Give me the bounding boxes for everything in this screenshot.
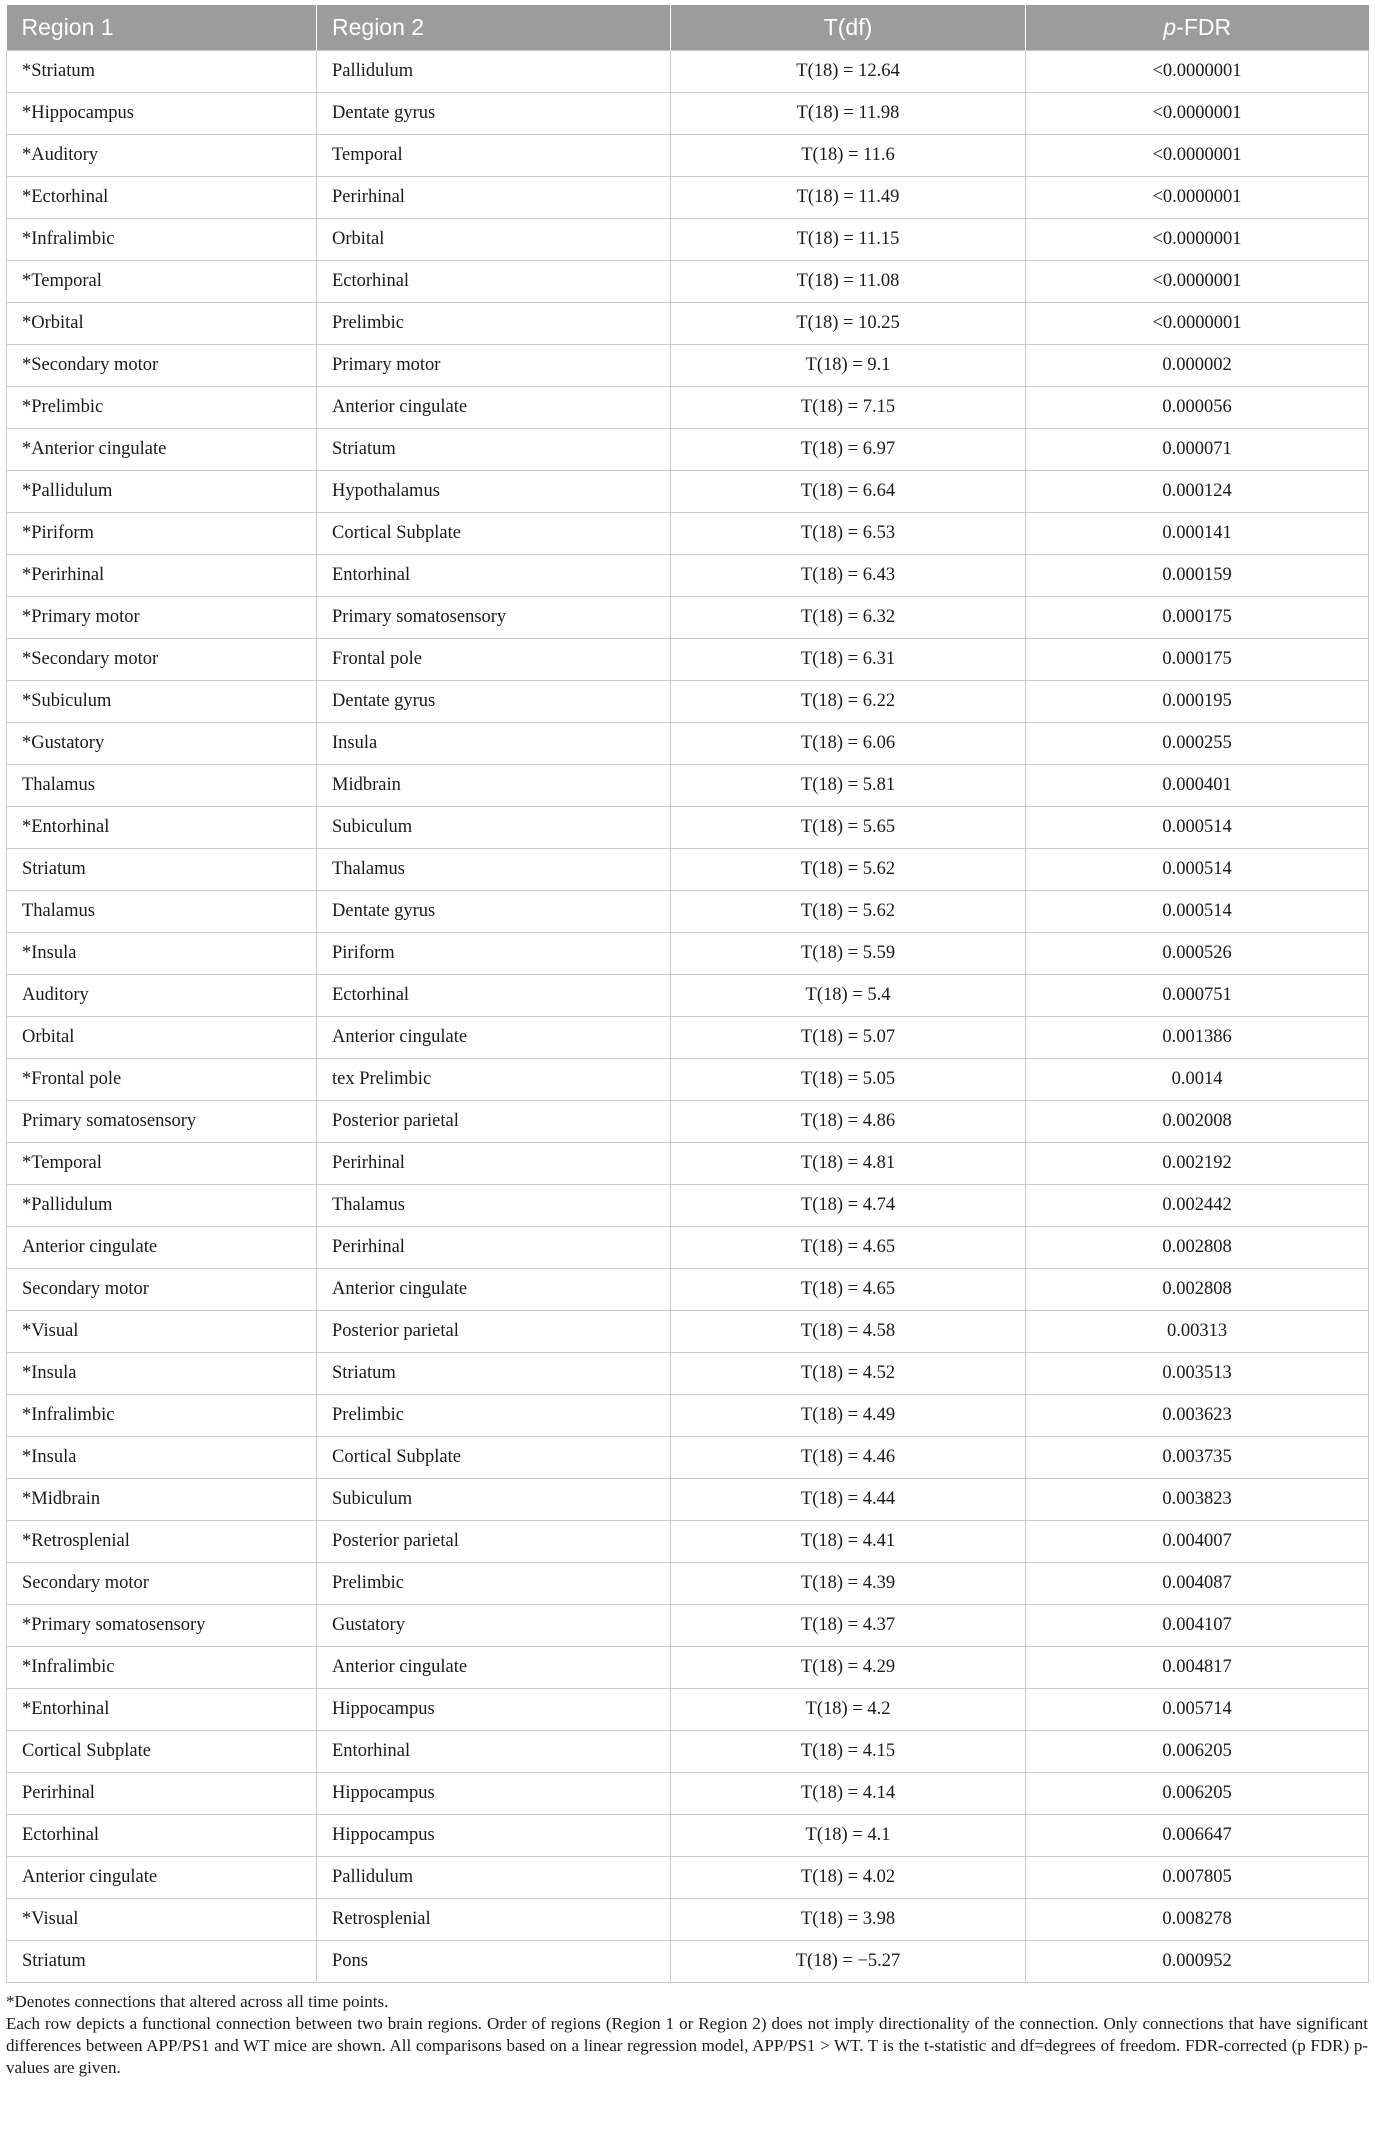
cell-t-df: T(18) = 9.1 [671, 345, 1026, 387]
cell-region-1: *Infralimbic [7, 1395, 317, 1437]
table-row [7, 681, 1369, 723]
cell-p-fdr: 0.003735 [1026, 1437, 1369, 1479]
cell-region-1: *Midbrain [7, 1479, 317, 1521]
cell-t-df: T(18) = 4.46 [671, 1437, 1026, 1479]
cell-p-fdr: <0.0000001 [1026, 303, 1369, 345]
cell-t-df: T(18) = 6.06 [671, 723, 1026, 765]
cell-p-fdr: 0.000159 [1026, 555, 1369, 597]
cell-t-df: T(18) = −5.27 [671, 1941, 1026, 1983]
cell-region-1: Secondary motor [7, 1269, 317, 1311]
cell-p-fdr: 0.00313 [1026, 1311, 1369, 1353]
cell-t-df: T(18) = 5.07 [671, 1017, 1026, 1059]
cell-region-2: Primary somatosensory [317, 597, 671, 639]
cell-region-2: Dentate gyrus [317, 93, 671, 135]
cell-region-1: *Orbital [7, 303, 317, 345]
cell-t-df: T(18) = 6.64 [671, 471, 1026, 513]
table-row [7, 555, 1369, 597]
cell-t-df: T(18) = 5.62 [671, 891, 1026, 933]
cell-t-df: T(18) = 11.49 [671, 177, 1026, 219]
cell-region-2: Primary motor [317, 345, 671, 387]
cell-t-df: T(18) = 4.65 [671, 1227, 1026, 1269]
table-row [7, 639, 1369, 681]
footnote-description: Each row depicts a functional connection between two brain regions. Order of regions (Region 1 or Region 2) does not imply directionality of the connection. Only connections that have significant differences between APP/PS1 and WT mice are shown. All comparisons based on a linear regression model, APP/PS1 > WT. T is the t-statistic and df=degrees of freedom. FDR-corrected (p FDR) p-values are given. [6, 2014, 1368, 2077]
table-row [7, 723, 1369, 765]
cell-region-1: Cortical Subplate [7, 1731, 317, 1773]
cell-region-1: *Primary somatosensory [7, 1605, 317, 1647]
cell-region-1: Orbital [7, 1017, 317, 1059]
cell-p-fdr: 0.000751 [1026, 975, 1369, 1017]
cell-region-2: Midbrain [317, 765, 671, 807]
cell-p-fdr: 0.002442 [1026, 1185, 1369, 1227]
cell-region-2: Perirhinal [317, 1227, 671, 1269]
table-row [7, 1437, 1369, 1479]
cell-region-1: *Secondary motor [7, 639, 317, 681]
cell-p-fdr: 0.002808 [1026, 1269, 1369, 1311]
cell-t-df: T(18) = 5.62 [671, 849, 1026, 891]
cell-region-2: Anterior cingulate [317, 1647, 671, 1689]
table-row [7, 1773, 1369, 1815]
cell-region-1: Auditory [7, 975, 317, 1017]
cell-region-1: *Insula [7, 1353, 317, 1395]
cell-region-2: Hippocampus [317, 1815, 671, 1857]
cell-t-df: T(18) = 4.81 [671, 1143, 1026, 1185]
table-row [7, 1311, 1369, 1353]
cell-p-fdr: 0.002192 [1026, 1143, 1369, 1185]
cell-t-df: T(18) = 6.97 [671, 429, 1026, 471]
cell-region-1: Secondary motor [7, 1563, 317, 1605]
cell-region-2: Insula [317, 723, 671, 765]
table-row [7, 597, 1369, 639]
table-row [7, 177, 1369, 219]
cell-region-1: *Pallidulum [7, 1185, 317, 1227]
cell-t-df: T(18) = 11.6 [671, 135, 1026, 177]
cell-region-1: *Anterior cingulate [7, 429, 317, 471]
table-row [7, 1815, 1369, 1857]
table-row [7, 513, 1369, 555]
cell-t-df: T(18) = 4.52 [671, 1353, 1026, 1395]
cell-region-1: *Gustatory [7, 723, 317, 765]
cell-region-2: Ectorhinal [317, 975, 671, 1017]
cell-p-fdr: 0.003823 [1026, 1479, 1369, 1521]
cell-p-fdr: <0.0000001 [1026, 261, 1369, 303]
header-p-fdr [1026, 5, 1369, 51]
cell-p-fdr: 0.000195 [1026, 681, 1369, 723]
cell-p-fdr: 0.006647 [1026, 1815, 1369, 1857]
cell-region-2: Orbital [317, 219, 671, 261]
cell-region-1: *Infralimbic [7, 1647, 317, 1689]
cell-p-fdr: 0.000514 [1026, 849, 1369, 891]
cell-p-fdr: 0.002808 [1026, 1227, 1369, 1269]
table-row [7, 471, 1369, 513]
cell-region-2: Cortical Subplate [317, 1437, 671, 1479]
cell-region-1: Anterior cingulate [7, 1857, 317, 1899]
cell-p-fdr: 0.000124 [1026, 471, 1369, 513]
table-row [7, 135, 1369, 177]
table-row [7, 1521, 1369, 1563]
cell-p-fdr: 0.004107 [1026, 1605, 1369, 1647]
cell-p-fdr: 0.002008 [1026, 1101, 1369, 1143]
cell-t-df: T(18) = 6.22 [671, 681, 1026, 723]
cell-region-1: *Infralimbic [7, 219, 317, 261]
cell-t-df: T(18) = 5.81 [671, 765, 1026, 807]
cell-region-1: *Frontal pole [7, 1059, 317, 1101]
cell-region-2: Thalamus [317, 1185, 671, 1227]
cell-region-2: Hypothalamus [317, 471, 671, 513]
cell-region-1: Striatum [7, 849, 317, 891]
header-p-fdr-italic: p [1163, 14, 1177, 40]
cell-t-df: T(18) = 11.08 [671, 261, 1026, 303]
table-footnotes [6, 1991, 1368, 2079]
cell-region-2: Cortical Subplate [317, 513, 671, 555]
cell-p-fdr: 0.004817 [1026, 1647, 1369, 1689]
cell-t-df: T(18) = 4.49 [671, 1395, 1026, 1437]
cell-t-df: T(18) = 6.31 [671, 639, 1026, 681]
table-row [7, 975, 1369, 1017]
table-row [7, 93, 1369, 135]
cell-region-2: Pons [317, 1941, 671, 1983]
table-body [7, 51, 1369, 1983]
cell-region-2: Anterior cingulate [317, 387, 671, 429]
cell-region-1: *Insula [7, 933, 317, 975]
header-region-1: Region 1 [7, 5, 317, 51]
table-row [7, 1353, 1369, 1395]
cell-t-df: T(18) = 4.65 [671, 1269, 1026, 1311]
cell-region-2: Entorhinal [317, 555, 671, 597]
cell-region-2: Temporal [317, 135, 671, 177]
cell-t-df: T(18) = 7.15 [671, 387, 1026, 429]
table-row [7, 1143, 1369, 1185]
cell-t-df: T(18) = 5.05 [671, 1059, 1026, 1101]
cell-region-2: Striatum [317, 1353, 671, 1395]
table-row [7, 51, 1369, 93]
cell-region-1: *Retrosplenial [7, 1521, 317, 1563]
table-row [7, 849, 1369, 891]
table-row [7, 219, 1369, 261]
cell-region-1: *Striatum [7, 51, 317, 93]
cell-region-2: Ectorhinal [317, 261, 671, 303]
cell-region-1: *Secondary motor [7, 345, 317, 387]
cell-region-2: Posterior parietal [317, 1521, 671, 1563]
cell-region-2: Frontal pole [317, 639, 671, 681]
cell-t-df: T(18) = 10.25 [671, 303, 1026, 345]
cell-region-1: Thalamus [7, 765, 317, 807]
cell-t-df: T(18) = 4.02 [671, 1857, 1026, 1899]
table-row [7, 1059, 1369, 1101]
cell-region-1: *Entorhinal [7, 807, 317, 849]
cell-region-1: *Subiculum [7, 681, 317, 723]
cell-region-2: Subiculum [317, 807, 671, 849]
table-container [6, 5, 1368, 2079]
cell-region-2: Prelimbic [317, 303, 671, 345]
cell-region-1: *Temporal [7, 1143, 317, 1185]
cell-p-fdr: 0.000002 [1026, 345, 1369, 387]
table-row [7, 1857, 1369, 1899]
table-row [7, 261, 1369, 303]
table-row [7, 1185, 1369, 1227]
cell-t-df: T(18) = 5.59 [671, 933, 1026, 975]
cell-t-df: T(18) = 4.14 [671, 1773, 1026, 1815]
cell-region-2: tex Prelimbic [317, 1059, 671, 1101]
cell-t-df: T(18) = 6.43 [671, 555, 1026, 597]
cell-p-fdr: 0.004007 [1026, 1521, 1369, 1563]
cell-p-fdr: 0.001386 [1026, 1017, 1369, 1059]
table-row [7, 1227, 1369, 1269]
cell-t-df: T(18) = 4.44 [671, 1479, 1026, 1521]
cell-region-1: *Perirhinal [7, 555, 317, 597]
cell-p-fdr: 0.000071 [1026, 429, 1369, 471]
header-p-fdr-rest: -FDR [1176, 14, 1232, 40]
cell-t-df: T(18) = 3.98 [671, 1899, 1026, 1941]
cell-region-1: Perirhinal [7, 1773, 317, 1815]
cell-p-fdr: 0.006205 [1026, 1731, 1369, 1773]
cell-t-df: T(18) = 4.39 [671, 1563, 1026, 1605]
cell-p-fdr: 0.003513 [1026, 1353, 1369, 1395]
table-row [7, 387, 1369, 429]
cell-p-fdr: 0.000141 [1026, 513, 1369, 555]
cell-p-fdr: <0.0000001 [1026, 177, 1369, 219]
cell-region-2: Striatum [317, 429, 671, 471]
cell-t-df: T(18) = 4.1 [671, 1815, 1026, 1857]
cell-p-fdr: 0.000056 [1026, 387, 1369, 429]
table-row [7, 1647, 1369, 1689]
cell-t-df: T(18) = 11.98 [671, 93, 1026, 135]
cell-t-df: T(18) = 4.41 [671, 1521, 1026, 1563]
cell-p-fdr: 0.000514 [1026, 807, 1369, 849]
table-row [7, 429, 1369, 471]
cell-p-fdr: 0.005714 [1026, 1689, 1369, 1731]
cell-region-2: Anterior cingulate [317, 1017, 671, 1059]
cell-t-df: T(18) = 4.2 [671, 1689, 1026, 1731]
cell-region-2: Pallidulum [317, 51, 671, 93]
table-row [7, 1479, 1369, 1521]
table-row [7, 1269, 1369, 1311]
cell-region-1: *Insula [7, 1437, 317, 1479]
cell-region-2: Posterior parietal [317, 1101, 671, 1143]
table-row [7, 303, 1369, 345]
cell-p-fdr: 0.000401 [1026, 765, 1369, 807]
table-row [7, 1101, 1369, 1143]
table-row [7, 1941, 1369, 1983]
cell-p-fdr: 0.000255 [1026, 723, 1369, 765]
cell-p-fdr: <0.0000001 [1026, 219, 1369, 261]
cell-t-df: T(18) = 4.29 [671, 1647, 1026, 1689]
cell-p-fdr: 0.000175 [1026, 597, 1369, 639]
cell-p-fdr: 0.008278 [1026, 1899, 1369, 1941]
cell-t-df: T(18) = 12.64 [671, 51, 1026, 93]
cell-region-1: Primary somatosensory [7, 1101, 317, 1143]
cell-p-fdr: <0.0000001 [1026, 93, 1369, 135]
cell-p-fdr: 0.0014 [1026, 1059, 1369, 1101]
table-row [7, 1605, 1369, 1647]
cell-region-2: Prelimbic [317, 1563, 671, 1605]
cell-t-df: T(18) = 5.4 [671, 975, 1026, 1017]
table-row [7, 345, 1369, 387]
cell-region-1: Thalamus [7, 891, 317, 933]
cell-region-1: *Auditory [7, 135, 317, 177]
cell-t-df: T(18) = 6.53 [671, 513, 1026, 555]
connections-table [6, 5, 1369, 1983]
cell-region-2: Piriform [317, 933, 671, 975]
cell-t-df: T(18) = 6.32 [671, 597, 1026, 639]
cell-t-df: T(18) = 5.65 [671, 807, 1026, 849]
cell-p-fdr: 0.004087 [1026, 1563, 1369, 1605]
cell-t-df: T(18) = 4.74 [671, 1185, 1026, 1227]
cell-region-2: Anterior cingulate [317, 1269, 671, 1311]
table-row [7, 1017, 1369, 1059]
cell-region-2: Perirhinal [317, 1143, 671, 1185]
cell-t-df: T(18) = 4.37 [671, 1605, 1026, 1647]
cell-p-fdr: 0.000175 [1026, 639, 1369, 681]
footnote-asterisk: *Denotes connections that altered across all time points. [6, 1992, 389, 2011]
cell-region-2: Gustatory [317, 1605, 671, 1647]
cell-p-fdr: 0.000514 [1026, 891, 1369, 933]
cell-region-2: Thalamus [317, 849, 671, 891]
cell-region-1: *Ectorhinal [7, 177, 317, 219]
table-row [7, 1395, 1369, 1437]
cell-region-2: Pallidulum [317, 1857, 671, 1899]
cell-region-1: *Pallidulum [7, 471, 317, 513]
cell-region-1: Ectorhinal [7, 1815, 317, 1857]
cell-region-2: Perirhinal [317, 177, 671, 219]
cell-region-1: *Temporal [7, 261, 317, 303]
table-row [7, 1731, 1369, 1773]
cell-p-fdr: 0.007805 [1026, 1857, 1369, 1899]
cell-region-1: *Primary motor [7, 597, 317, 639]
cell-region-1: *Hippocampus [7, 93, 317, 135]
table-row [7, 1689, 1369, 1731]
table-row [7, 807, 1369, 849]
cell-region-2: Hippocampus [317, 1689, 671, 1731]
cell-region-1: *Piriform [7, 513, 317, 555]
cell-t-df: T(18) = 4.86 [671, 1101, 1026, 1143]
header-row [7, 5, 1369, 51]
cell-region-1: Striatum [7, 1941, 317, 1983]
cell-region-1: Anterior cingulate [7, 1227, 317, 1269]
cell-region-1: *Visual [7, 1899, 317, 1941]
cell-p-fdr: <0.0000001 [1026, 135, 1369, 177]
cell-region-2: Subiculum [317, 1479, 671, 1521]
table-row [7, 891, 1369, 933]
cell-region-1: *Visual [7, 1311, 317, 1353]
table-row [7, 1899, 1369, 1941]
cell-p-fdr: 0.000952 [1026, 1941, 1369, 1983]
cell-p-fdr: <0.0000001 [1026, 51, 1369, 93]
cell-region-1: *Entorhinal [7, 1689, 317, 1731]
cell-t-df: T(18) = 4.58 [671, 1311, 1026, 1353]
table-row [7, 933, 1369, 975]
table-row [7, 765, 1369, 807]
cell-region-2: Prelimbic [317, 1395, 671, 1437]
cell-p-fdr: 0.006205 [1026, 1773, 1369, 1815]
cell-region-2: Entorhinal [317, 1731, 671, 1773]
cell-region-1: *Prelimbic [7, 387, 317, 429]
header-t-df: T(df) [671, 5, 1026, 51]
cell-region-2: Dentate gyrus [317, 681, 671, 723]
cell-region-2: Retrosplenial [317, 1899, 671, 1941]
cell-p-fdr: 0.003623 [1026, 1395, 1369, 1437]
cell-t-df: T(18) = 11.15 [671, 219, 1026, 261]
cell-region-2: Dentate gyrus [317, 891, 671, 933]
cell-t-df: T(18) = 4.15 [671, 1731, 1026, 1773]
table-row [7, 1563, 1369, 1605]
header-region-2: Region 2 [317, 5, 671, 51]
cell-region-2: Hippocampus [317, 1773, 671, 1815]
cell-p-fdr: 0.000526 [1026, 933, 1369, 975]
cell-region-2: Posterior parietal [317, 1311, 671, 1353]
